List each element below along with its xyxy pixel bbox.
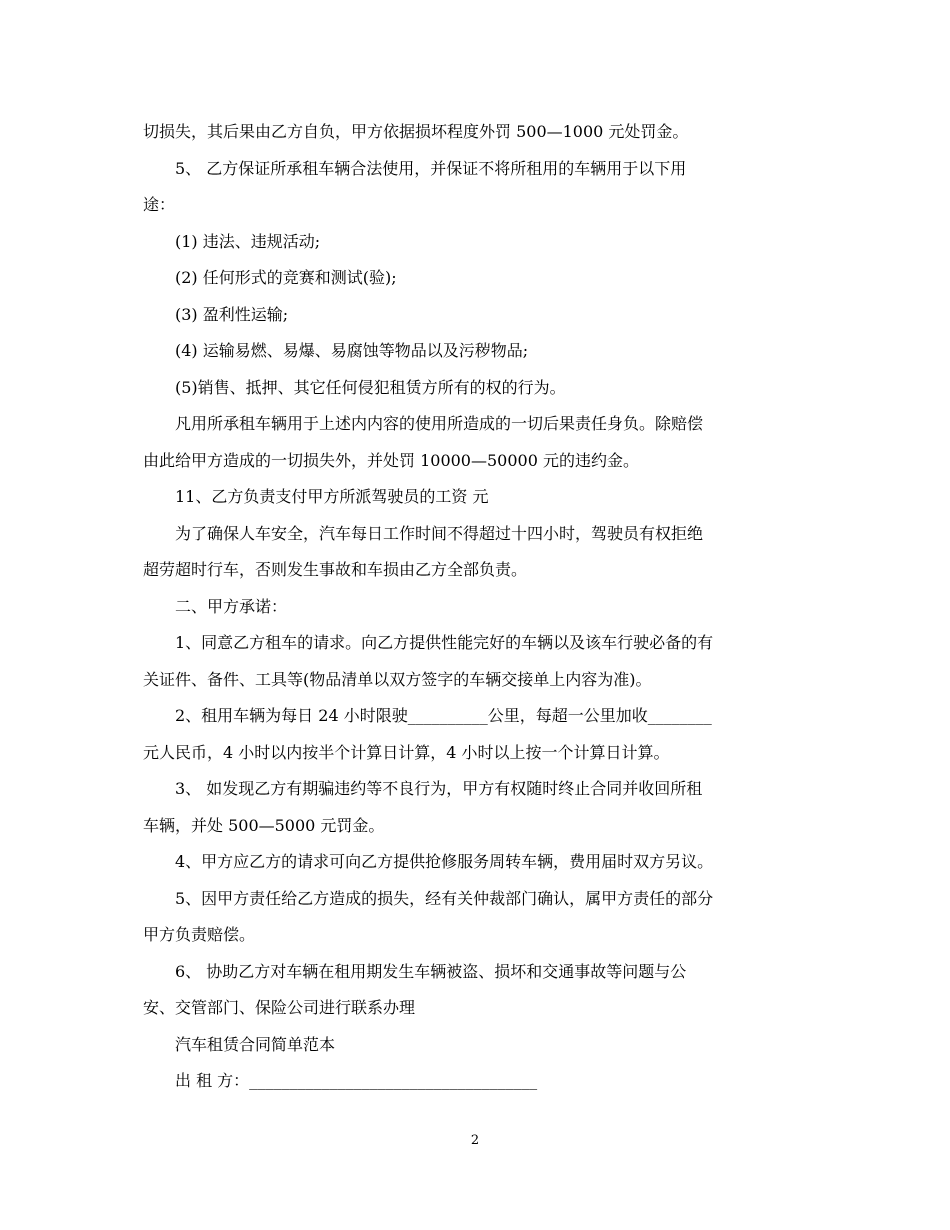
text-line: 切损失，其后果由乙方自负，甲方依据损坏程度外罚 500—1000 元处罚金。 (143, 122, 689, 141)
text-line: 甲方负责赔偿。 (143, 925, 256, 944)
text-line: 超劳超时行车，否则发生事故和车损由乙方全部负责。 (143, 560, 528, 579)
text-line: 5、因甲方责任给乙方造成的损失，经有关仲裁部门确认，属甲方责任的部分 (175, 888, 714, 908)
text-line: 凡用所承租车辆用于上述内内容的使用所造成的一切后果责任身负。除赔偿 (175, 414, 704, 433)
text-line: 元人民币，4 小时以内按半个计算日计算，4 小时以上按一个计算日计算。 (143, 742, 670, 762)
document-body (143, 114, 808, 1100)
text-line: 由此给甲方造成的一切损失外，并处罚 10000—50000 元的违约金。 (143, 450, 639, 470)
text-line: 2、租用车辆为每日 24 小时限驶__________公里，每超一公里加收________ (175, 706, 712, 725)
text-line: 5、 乙方保证所承租车辆合法使用，并保证不将所租用的车辆用于以下用 (175, 158, 687, 178)
text-line: 车辆，并处 500—5000 元罚金。 (143, 815, 385, 835)
text-line: 为了确保人车安全，汽车每日工作时间不得超过十四小时，驾驶员有权拒绝 (175, 523, 704, 543)
text-line: 关证件、备件、工具等(物品清单以双方签字的车辆交接单上内容为准)。 (143, 669, 652, 689)
text-line: 汽车租赁合同简单范本 (175, 1034, 336, 1054)
text-line: 安、交管部门、保险公司进行联系办理 (143, 998, 416, 1017)
text-line: 11、乙方负责支付甲方所派驾驶员的工资 元 (175, 487, 489, 506)
text-line: 途： (143, 195, 176, 214)
text-line: 出 租 方：____________________________________ (175, 1071, 538, 1090)
text-line: 6、 协助乙方对车辆在租用期发生车辆被盗、损坏和交通事故等问题与公 (175, 961, 687, 981)
page-number: 2 (470, 1133, 480, 1148)
text-line: 4、甲方应乙方的请求可向乙方提供抢修服务周转车辆，费用届时双方另议。 (175, 852, 714, 871)
text-line: (2) 任何形式的竞赛和测试(验); (175, 268, 397, 287)
text-line: 1、同意乙方租车的请求。向乙方提供性能完好的车辆以及该车行驶必备的有 (175, 633, 714, 652)
text-line: (1) 违法、违规活动; (175, 231, 321, 251)
text-line: (5)销售、抵押、其它任何侵犯租赁方所有的权的行为。 (175, 377, 566, 397)
text-line: 3、 如发现乙方有期骗违约等不良行为，甲方有权随时终止合同并收回所租 (175, 779, 703, 798)
text-line: 二、甲方承诺： (175, 596, 288, 616)
text-line: (4) 运输易燃、易爆、易腐蚀等物品以及污秽物品; (175, 341, 529, 360)
text-line: (3) 盈利性运输; (175, 304, 289, 324)
